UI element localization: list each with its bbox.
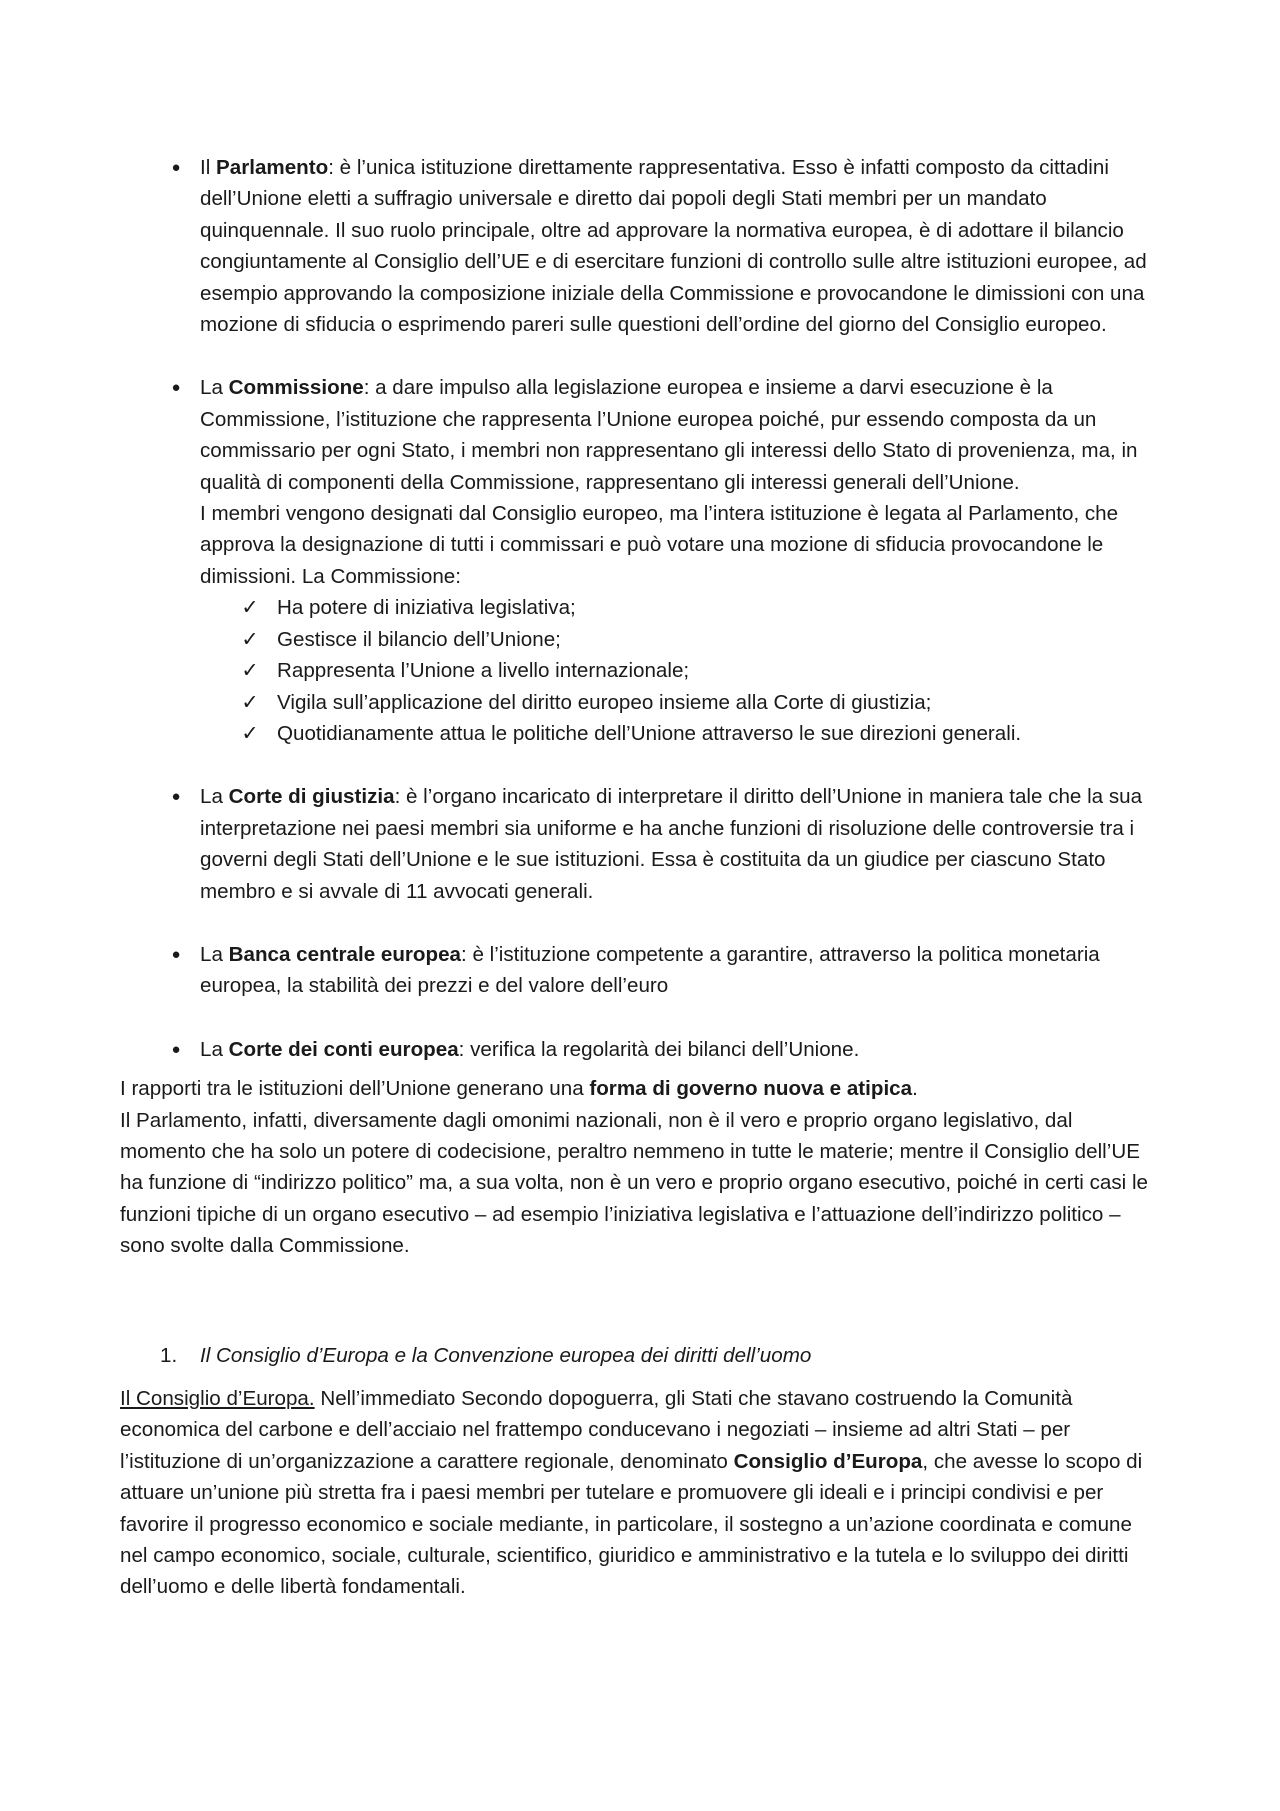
bullet-item-parlamento <box>120 152 1160 340</box>
bullet-keyword: Parlamento <box>216 156 329 179</box>
bullet-item-corte-giustizia <box>120 781 1160 907</box>
bullet-item-bce <box>120 939 1160 1002</box>
check-icon: ✓ <box>241 690 259 714</box>
bullet-icon: ● <box>171 945 181 963</box>
paragraph-bold: forma di governo nuova e atipica <box>589 1077 913 1101</box>
bullet-keyword: Commissione <box>228 376 364 400</box>
paragraph-underlined-lead: Il Consiglio d’Europa. <box>120 1387 315 1410</box>
paragraph-text: Nell’immediato Secondo dopoguerra, gli Stati che stavano costruendo la Comunità economica del carbone e dell’acciaio nel frattempo conducevano i negoziati – insieme ad altri Stati – per l’istituzione di un’organizzazione a carattere regionale, denominato <box>120 1387 1073 1473</box>
check-icon: ✓ <box>241 596 259 620</box>
check-icon: ✓ <box>241 721 259 745</box>
checklist-item <box>120 592 1160 623</box>
checklist-item <box>120 718 1160 749</box>
paragraph-consiglio-europa <box>120 1383 1160 1603</box>
commission-checklist <box>120 592 1160 749</box>
check-icon: ✓ <box>241 627 259 651</box>
paragraph-text: , che avesse lo scopo di attuare un’unione più stretta fra i paesi membri per tutelare e promuovere gli ideali e i principi condivisi e per favorire il progresso economico e sociale mediante, in particolare, il sostegno a un’azione coordinata e comune nel campo economico, sociale, culturale, scientifico, giuridico e amministrativo e la tutela e lo sviluppo dei diritti dell’uomo e delle libertà fondamentali. <box>120 1449 1143 1599</box>
bullet-prefix: La <box>200 376 229 400</box>
section-title: Il Consiglio d’Europa e la Convenzione europea dei diritti dell’uomo <box>200 1343 812 1367</box>
bullet-prefix: La <box>200 942 229 966</box>
paragraph-text: I rapporti tra le istituzioni dell’Unione generano una <box>120 1077 590 1101</box>
checklist-item-text: Vigila sull’applicazione del diritto europeo insieme alla Corte di giustizia; <box>277 690 932 714</box>
bullet-item-commissione <box>120 372 1160 592</box>
bullet-prefix: La <box>200 1037 229 1061</box>
checklist-item-text: Quotidianamente attua le politiche dell’Unione attraverso le sue direzioni generali. <box>277 721 1022 745</box>
bullet-keyword: Corte di giustizia <box>228 785 395 809</box>
bullet-text: : è l’istituzione competente a garantire, attraverso la politica monetaria europea, la stabilità dei prezzi e del valore dell’euro <box>200 942 1100 998</box>
check-icon: ✓ <box>241 659 259 683</box>
bullet-keyword: Banca centrale europea <box>228 942 461 966</box>
checklist-item <box>120 655 1160 686</box>
checklist-item-text: Rappresenta l’Unione a livello internazionale; <box>277 659 690 683</box>
bullet-text: : a dare impulso alla legislazione europea e insieme a darvi esecuzione è la Commissione, l’istituzione che rappresenta l’Unione europea poiché, pur essendo composta da un commissario per ogni Stato, i membri non rappresentano gli interessi dello Stato di provenienza, ma, in qualità di componenti della Commissione, rappresentano gli interessi generali dell’Unione. <box>200 376 1138 494</box>
section-number: 1. <box>160 1343 178 1367</box>
checklist-item-text: Gestisce il bilancio dell’Unione; <box>277 627 561 651</box>
paragraph-forma-governo <box>120 1073 1160 1104</box>
bullet-text: : verifica la regolarità dei bilanci dell’Unione. <box>458 1037 860 1061</box>
checklist-item-text: Ha potere di iniziativa legislativa; <box>277 596 576 620</box>
bullet-prefix: La <box>200 785 229 809</box>
bullet-item-corte-conti <box>120 1034 1160 1065</box>
bullet-icon: ● <box>171 788 181 806</box>
bullet-icon: ● <box>171 379 181 397</box>
checklist-item <box>120 687 1160 718</box>
checklist-item <box>120 624 1160 655</box>
paragraph-text: . <box>912 1077 918 1101</box>
bullet-prefix: Il <box>200 156 217 179</box>
bullet-text: : è l’unica istituzione direttamente rappresentativa. Esso è infatti composto da cittadini dell’Unione eletti a suffragio universale e diretto dai popoli degli Stati membri per un mandato quinquennale. Il suo ruolo principale, oltre ad approvare la normativa europea, è di adottare il bilancio congiuntamente al Consiglio dell’UE e di esercitare funzioni di controllo sulle altre istituzioni europee, ad esempio approvando la composizione iniziale della Commissione e provocandone le dimissioni con una mozione di sfiducia o esprimendo pareri sulle questioni dell’ordine del giorno del Consiglio europeo. <box>200 156 1147 337</box>
bullet-icon: ● <box>171 159 181 176</box>
paragraph-bold: Consiglio d’Europa <box>733 1449 923 1473</box>
bullet-keyword: Corte dei conti europea <box>228 1037 459 1061</box>
bullet-text-continued: I membri vengono designati dal Consiglio europeo, ma l’intera istituzione è legata al Parlamento, che approva la designazione di tutti i commissari e può votare una mozione di sfiducia provocandone le dimissioni. La Commissione: <box>200 502 1119 588</box>
bullet-text: : è l’organo incaricato di interpretare il diritto dell’Unione in maniera tale che la sua interpretazione nei paesi membri sia uniforme e ha anche funzioni di risoluzione delle controversie tra i governi degli Stati dell’Unione e le sue istituzioni. Essa è costituita da un giudice per ciascuno Stato membro e si avvale di 11 avvocati generali. <box>200 785 1143 903</box>
paragraph-parlamento-consiglio: Il Parlamento, infatti, diversamente dagli omonimi nazionali, non è il vero e proprio organo legislativo, dal momento che ha solo un potere di codecisione, peraltro nemmeno in tutte le materie; mentre il Consiglio dell’UE ha funzione di “indirizzo politico” ma, a sua volta, non è un vero e proprio organo esecutivo, poiché in certi casi le funzioni tipiche di un organo esecutivo – ad esempio l’iniziativa legislativa e l’attuazione dell’indirizzo politico – sono svolte dalla Commissione. <box>120 1108 1148 1258</box>
bullet-icon: ● <box>171 1040 181 1058</box>
section-heading <box>120 1340 1160 1371</box>
